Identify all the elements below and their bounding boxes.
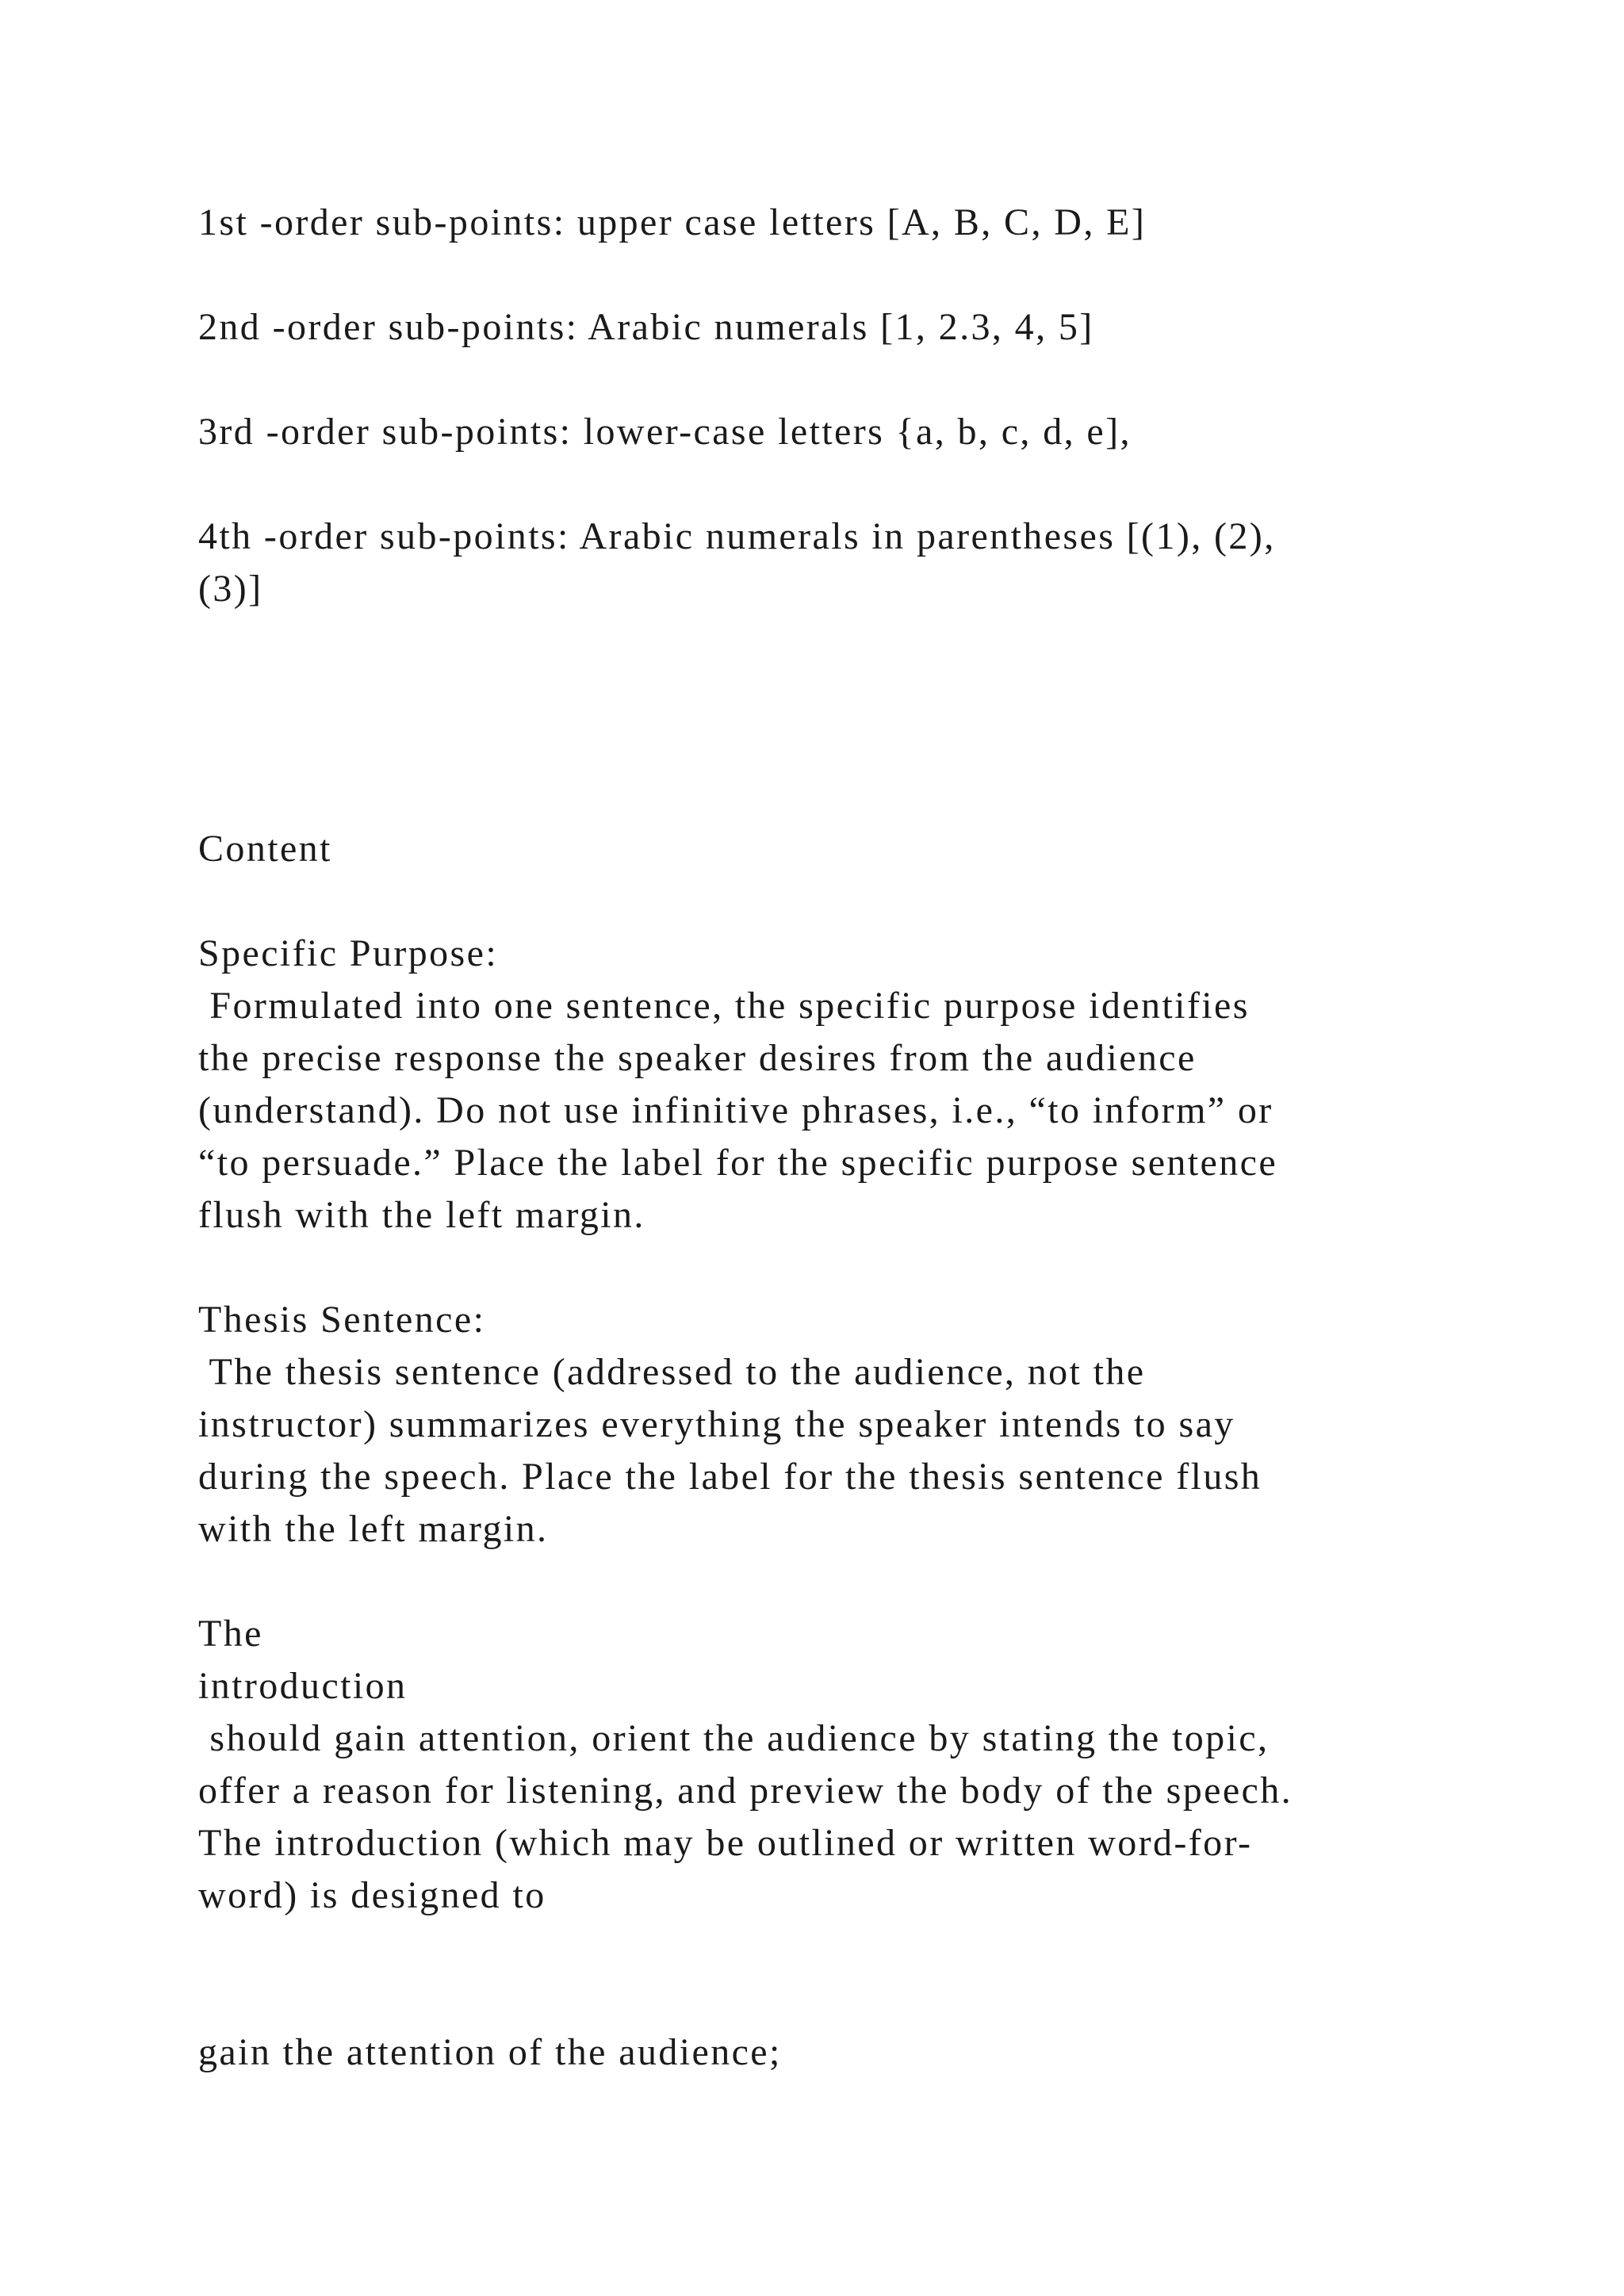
fourth-order-numbering-line: 4th -order sub-points: Arabic numerals in parentheses [(1), (2), xyxy=(198,515,1276,557)
specific-purpose-text-line: Formulated into one sentence, the specific purpose identifies xyxy=(198,985,1250,1027)
specific-purpose-text-line: “to persuade.” Place the label for the specific purpose sentence xyxy=(198,1142,1278,1184)
introduction-text-line: The xyxy=(198,1613,263,1655)
specific-purpose-text-line: the precise response the speaker desires from the audience xyxy=(198,1037,1197,1079)
specific-purpose-text-line: flush with the left margin. xyxy=(198,1194,645,1236)
specific-purpose-label: Specific Purpose: xyxy=(198,932,499,974)
content-heading: Content xyxy=(198,828,332,870)
attention-list-line: gain the attention of the audience; xyxy=(198,2031,782,2073)
fourth-order-numbering-line: (3)] xyxy=(198,568,263,610)
thesis-sentence-text-line: instructor) summarizes everything the speaker intends to say xyxy=(198,1403,1235,1445)
thesis-sentence-text-line: The thesis sentence (addressed to the audience, not the xyxy=(198,1351,1146,1393)
thesis-sentence-label: Thesis Sentence: xyxy=(198,1299,486,1341)
introduction-text-line: word) is designed to xyxy=(198,1874,546,1916)
introduction-text-line: offer a reason for listening, and preview the body of the speech. xyxy=(198,1770,1293,1812)
second-order-numbering-line: 2nd -order sub-points: Arabic numerals [1, 2.3, 4, 5] xyxy=(198,306,1094,348)
introduction-text-line: should gain attention, orient the audience by stating the topic, xyxy=(198,1717,1270,1759)
introduction-text-line: introduction xyxy=(198,1665,408,1707)
introduction-text-line: The introduction (which may be outlined or written word-for- xyxy=(198,1822,1253,1864)
specific-purpose-text-line: (understand). Do not use infinitive phrases, i.e., “to inform” or xyxy=(198,1089,1274,1131)
thesis-sentence-text-line: with the left margin. xyxy=(198,1508,549,1550)
third-order-numbering-line: 3rd -order sub-points: lower-case letters {a, b, c, d, e], xyxy=(198,411,1132,453)
thesis-sentence-text-line: during the speech. Place the label for the thesis sentence flush xyxy=(198,1456,1262,1498)
first-order-numbering-line: 1st -order sub-points: upper case letters [A, B, C, D, E] xyxy=(198,201,1147,243)
